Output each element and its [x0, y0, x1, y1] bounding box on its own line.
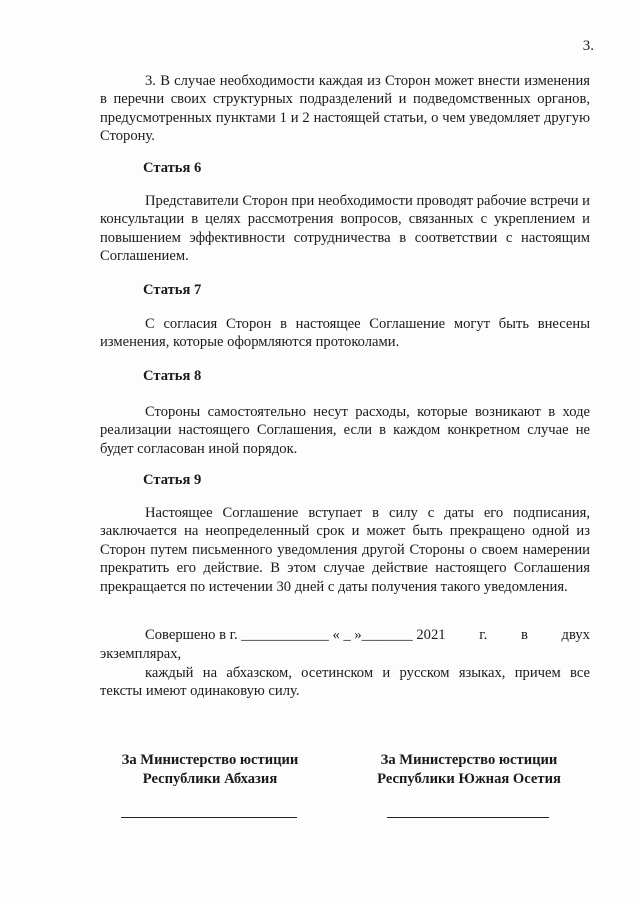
done-copies-text: экземплярах, [100, 646, 182, 662]
signature-right [358, 751, 580, 789]
signature-left-line1: За Министерство юстиции [121, 752, 299, 768]
signature-right-line1: За Министерство юстиции [380, 752, 558, 768]
paragraph-text: Представители Сторон при необходимости проводят рабочие встречи и консультации в целях рассмотрения вопросов, связанных с укреплением и повышением эффективности сотрудничества в соответствии с настоящим Соглашением. [100, 193, 590, 265]
page-number: 3. [582, 38, 594, 54]
done-copies [100, 645, 590, 663]
done-statement-line [145, 627, 590, 644]
article-6-body [100, 192, 590, 266]
done-place-date: Совершено в г. ____________ « _ »_______ 2021 [145, 627, 446, 643]
article-6-heading: Статья 6 [143, 160, 202, 176]
paragraph-text: каждый на абхазском, осетинском и русском языках, причем все тексты имеют одинаковую силу. [100, 665, 590, 700]
paragraph-section3 [100, 72, 590, 146]
article-8-heading: Статья 8 [143, 368, 202, 384]
article-9-body [100, 504, 590, 596]
done-languages [100, 664, 590, 701]
paragraph-text: С согласия Сторон в настоящее Соглашение могут быть внесены изменения, которые оформляются протоколами. [100, 316, 590, 351]
article-7-body [100, 315, 590, 352]
signature-left-line2: Республики Абхазия [142, 771, 278, 787]
signature-right-line [387, 817, 549, 818]
done-count: двух [561, 627, 590, 643]
signature-left-line [121, 817, 297, 818]
article-8-body [100, 403, 590, 458]
done-year-suffix: г. [479, 627, 488, 643]
paragraph-text: Настоящее Соглашение вступает в силу с даты его подписания, заключается на неопределенный срок и может быть прекращено одной из Сторон путем письменного уведомления другой Стороны о своем намерении прекратить его действие. В этом случае действие настоящего Соглашения прекращается по истечении 30 дней с даты получения такого уведомления. [100, 505, 590, 595]
paragraph-text: 3. В случае необходимости каждая из Сторон может внести изменения в перечни своих структурных подразделений и подведомственных органов, предусмотренных пунктами 1 и 2 настоящей статьи, о чем уведомляет другую Сторону. [100, 73, 590, 145]
article-7-heading: Статья 7 [143, 282, 202, 298]
signature-left [100, 751, 320, 789]
paragraph-text: Стороны самостоятельно несут расходы, которые возникают в ходе реализации настоящего Соглашения, если в каждом конкретном случае не будет согласован иной порядок. [100, 404, 590, 457]
article-9-heading: Статья 9 [143, 472, 202, 488]
signature-right-line2: Республики Южная Осетия [377, 771, 561, 787]
done-preposition: в [520, 627, 528, 643]
